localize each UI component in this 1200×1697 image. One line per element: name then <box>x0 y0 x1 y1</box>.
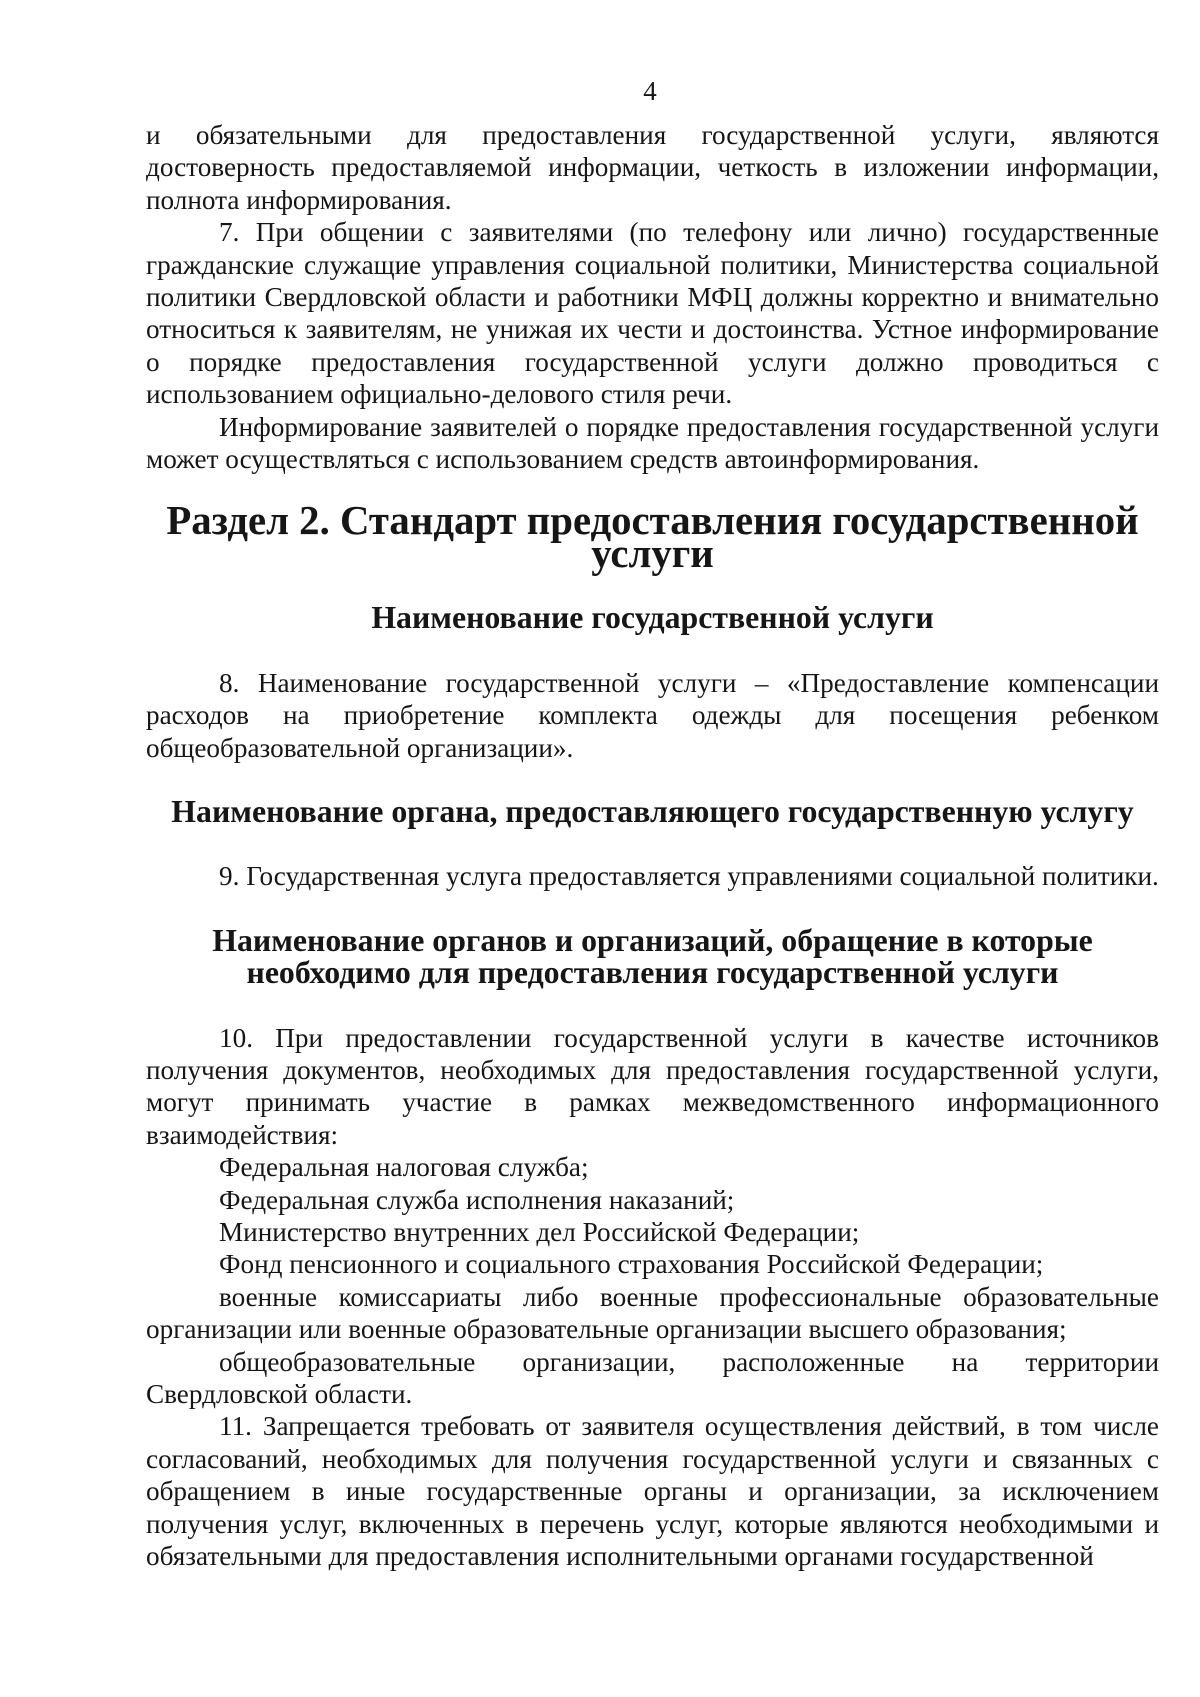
paragraph-continuation: и обязательными для предоставления государственной услуги, являются достоверность предоставляемой информации, четкость в изложении информации, полнота информирования. <box>146 120 1159 215</box>
heading-organizations: Наименование органов и организаций, обращение в которые необходимо для предоставления государственной услуги <box>212 922 1093 991</box>
heading-providing-body: Наименование органа, предоставляющего государственную услугу <box>171 793 1134 829</box>
paragraph-11: 11. Запрещается требовать от заявителя осуществления действий, в том числе согласований, необходимых для получения государственной услуги и связанных с обращением в иные государственные органы и организации, за исключением получения услуг, включенных в перечень услуг, которые являются необходимыми и обязательными для предоставления исполнительными органами государственной <box>146 1411 1159 1572</box>
paragraph-8: 8. Наименование государственной услуги – «Предоставление компенсации расходов на приобретение комплекта одежды для посещения ребенком общеобразовательной организации». <box>146 667 1159 763</box>
paragraph-7: 7. При общении с заявителями (по телефону или лично) государственные гражданские служащие управления социальной политики, Министерства социальной политики Свердловской области и работники МФЦ должны корректно и внимательно относиться к заявителям, не унижая их чести и достоинства. Устное информирование о порядке предоставления государственной услуги должно проводиться с использованием официально-делового стиля речи. <box>146 217 1159 410</box>
paragraph-autoinforming: Информирование заявителей о порядке предоставления государственной услуги может осуществляться с использованием средств автоинформирования. <box>146 411 1159 475</box>
list-item-penitentiary-service: Федеральная служба исполнения наказаний; <box>219 1184 735 1215</box>
section-2-heading: Раздел 2. Стандарт предоставления государственной услуги <box>166 498 1139 576</box>
list-item-tax-service: Федеральная налоговая служба; <box>219 1152 589 1183</box>
list-item-schools: общеобразовательные организации, расположенные на территории Свердловской области. <box>146 1346 1159 1409</box>
document-body <box>146 119 1159 1572</box>
heading-service-name: Наименование государственной услуги <box>371 600 934 636</box>
list-item-military: военные комиссариаты либо военные профессиональные образовательные организации или военные образовательные организации высшего образования; <box>146 1281 1159 1345</box>
list-item-interior-ministry: Министерство внутренних дел Российской Федерации; <box>219 1216 860 1247</box>
paragraph-10: 10. При предоставлении государственной услуги в качестве источников получения документов, необходимых для предоставления государственной услуги, могут принимать участие в рамках межведомственного информационного взаимодействия: <box>146 1022 1159 1150</box>
list-item-pension-fund: Фонд пенсионного и социального страхования Российской Федерации; <box>219 1249 1044 1280</box>
page-number: 4 <box>643 76 657 106</box>
paragraph-9: 9. Государственная услуга предоставляется управлениями социальной политики. <box>219 861 1159 892</box>
